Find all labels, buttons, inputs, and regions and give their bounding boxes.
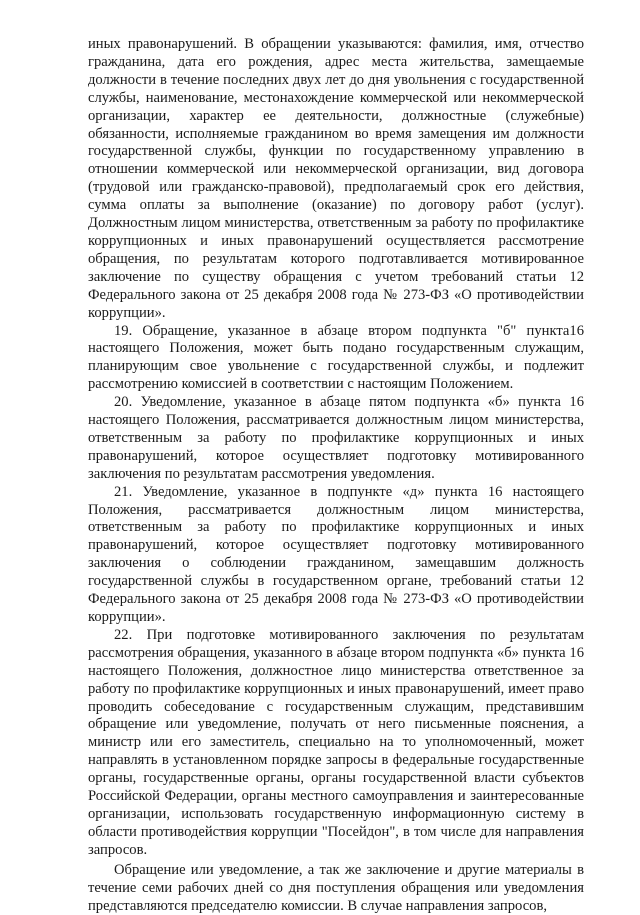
- paragraph-22: 22. При подготовке мотивированного заключения по результатам рассмотрения обращения, указанного в абзаце втором подпункта «б» пункта 16 настоящего Положения, должностное лицо министерства ответственное за работу по профилактике коррупционных и иных правонарушений, имеет право проводить собеседование с государственным служащим, представившим обращение или уведомление, получать от него письменные пояснения, а министр или его заместитель, специально на то уполномоченный, может направлять в установленном порядке запросы в федеральные государственные органы, государственные органы, органы государственной власти субъектов Российской Федерации, органы местного самоуправления и заинтересованные организации, использовать государственную информационную систему в области противодействия коррупции "Посейдон", в том числе для направления запросов.: [88, 626, 584, 858]
- paragraph-20: 20. Уведомление, указанное в абзаце пятом подпункта «б» пункта 16 настоящего Положения, рассматривается должностным лицом министерства, ответственным за работу по профилактике коррупционных и иных правонарушений, которое осуществляет подготовку мотивированного заключения по результатам рассмотрения уведомления.: [88, 394, 584, 482]
- paragraph-materials: Обращение или уведомление, а так же заключение и другие материалы в течение семи рабочих дней со дня поступления обращения или уведомления представляются председателю комиссии. В случае направления запросов,: [88, 861, 584, 914]
- document-page: [88, 36, 584, 915]
- paragraph-19: 19. Обращение, указанное в абзаце втором подпункта "б" пункта16 настоящего Положения, может быть подано государственным служащим, планирующим свое увольнение с государственной службы, и подлежит рассмотрению комиссией в соответствии с настоящим Положением.: [88, 322, 584, 393]
- paragraph-21: 21. Уведомление, указанное в подпункте «д» пункта 16 настоящего Положения, рассматривается должностным лицом министерства, ответственным за работу по профилактике коррупционных и иных правонарушений, которое осуществляет подготовку мотивированного заключения о соблюдении гражданином, замещавшим должность государственной службы в государственном органе, требований статьи 12 Федерального закона от 25 декабря 2008 года № 273-ФЗ «О противодействии коррупции».: [88, 483, 584, 625]
- paragraph-continuation: иных правонарушений. В обращении указываются: фамилия, имя, отчество гражданина, дата его рождения, адрес места жительства, замещаемые должности в течение последних двух лет до дня увольнения с государственной службы, наименование, местонахождение коммерческой или некоммерческой организации, характер ее деятельности, должностные (служебные) обязанности, исполняемые гражданином во время замещения им должности государственной службы, функции по государственному управлению в отношении коммерческой или некоммерческой организации, вид договора (трудовой или гражданско-правовой), предполагаемый срок его действия, сумма оплаты за выполнение (оказание) по договору работ (услуг). Должностным лицом министерства, ответственным за работу по профилактике коррупционных и иных правонарушений осуществляется рассмотрение обращения, по результатам которого подготавливается мотивированное заключение по существу обращения с учетом требований статьи 12 Федерального закона от 25 декабря 2008 года № 273-ФЗ «О противодействии коррупции».: [88, 36, 584, 321]
